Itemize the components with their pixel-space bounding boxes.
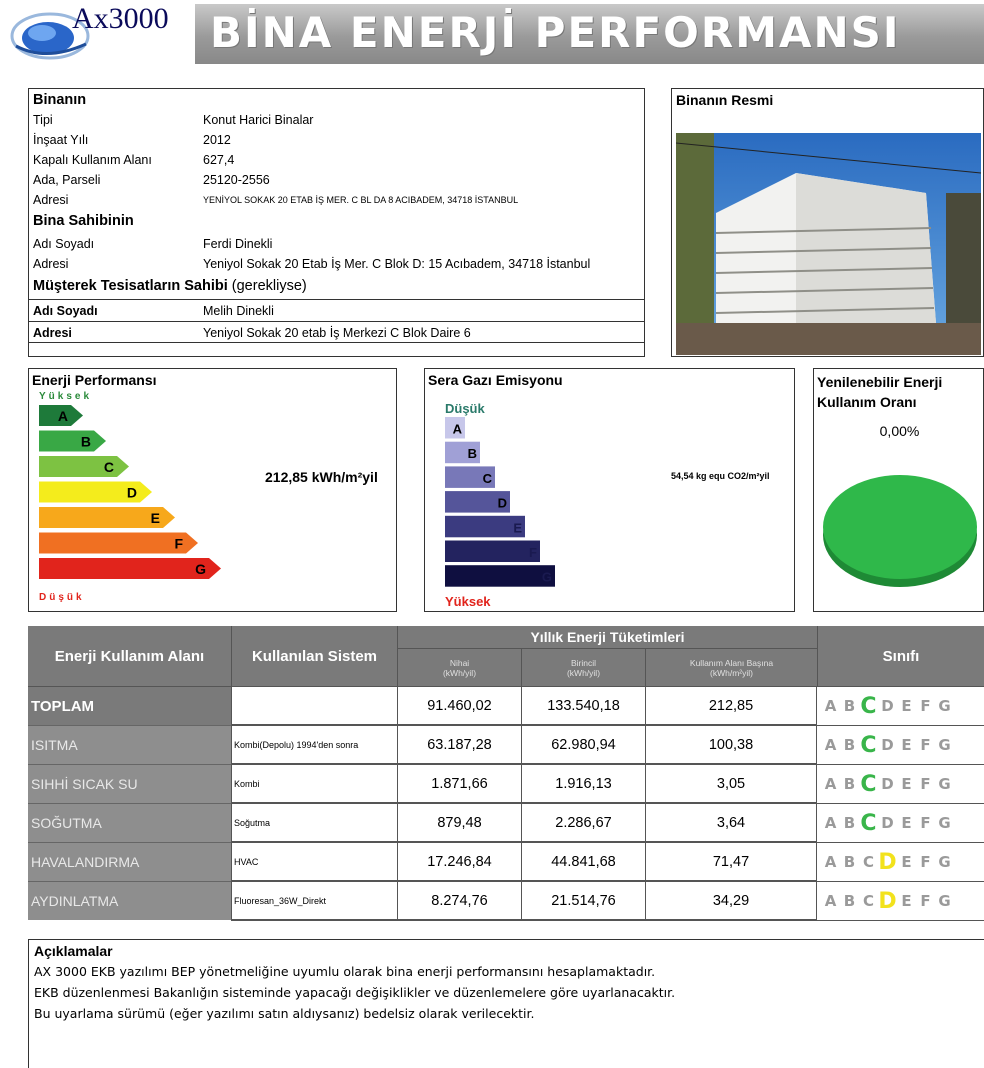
emission-grade-letter: G [541, 569, 552, 585]
scale-bottom-label: Düşük [39, 592, 85, 603]
emission-grade-letter: A [452, 421, 462, 437]
class-letter: B [843, 736, 856, 754]
emission-grade-letter: B [467, 446, 477, 462]
building-info-box [28, 88, 645, 357]
col-header-class: Sınıfı [817, 626, 984, 686]
table-row-per-area: 71,47 [645, 842, 817, 881]
class-letter-active: D [878, 888, 897, 914]
class-letter: A [824, 814, 837, 832]
class-letter: D [881, 814, 894, 832]
emission-grade-bar [445, 541, 540, 563]
energy-grade-letter: A [57, 408, 68, 424]
building-heading: Binanın [33, 92, 87, 108]
info-label: Tipi [33, 113, 53, 127]
info-value: Yeniyol Sokak 20 etab İş Merkezi C Blok Daire 6 [203, 326, 471, 340]
table-row-per-area: 100,38 [645, 725, 817, 764]
class-letter: G [938, 697, 951, 715]
class-scale [821, 733, 954, 758]
renewable-box [813, 368, 984, 612]
table-row-area: SOĞUTMA [28, 803, 231, 842]
divider [29, 321, 644, 322]
subheader-final-line1: Nihai [449, 657, 470, 668]
class-letter: E [901, 697, 912, 715]
energy-grade-letter: B [80, 433, 91, 450]
photo-title: Binanın Resmi [676, 92, 774, 108]
shared-heading: Müşterek Tesisatların Sahibi [33, 278, 228, 294]
class-letter: B [843, 853, 856, 871]
class-letter: F [920, 736, 931, 754]
info-value: 2012 [203, 133, 231, 147]
class-letter: C [862, 892, 874, 910]
table-row-per-area: 3,05 [645, 764, 817, 803]
table-row-class [817, 764, 984, 803]
class-letter: B [843, 697, 856, 715]
subheader-per-area-line2: (kWh/m²yil) [710, 667, 753, 678]
class-letter: D [881, 697, 894, 715]
page-header [0, 0, 984, 66]
notes-line: AX 3000 EKB yazılımı BEP yönetmeliğine uyumlu olarak bina enerji performansını hesaplamaktadır. [34, 964, 656, 979]
table-bottom-border [231, 920, 984, 921]
info-label: Adı Soyadı [33, 237, 95, 251]
table-row-class [817, 725, 984, 764]
energy-performance-box [28, 368, 397, 612]
energy-grade-letter: F [174, 535, 183, 552]
class-letter: D [881, 775, 894, 793]
info-value: Yeniyol Sokak 20 Etab İş Mer. C Blok D: 15 Acıbadem, 34718 İstanbul [203, 257, 591, 271]
class-letter: F [920, 697, 931, 715]
notes-box [28, 939, 984, 1068]
subheader-primary-line2: (kWh/yil) [566, 667, 601, 678]
divider [29, 299, 644, 300]
emission-bottom-label: Yüksek [445, 594, 491, 609]
class-letter: F [920, 853, 931, 871]
shared-heading-row [33, 278, 307, 294]
table-row-class [817, 803, 984, 842]
col-header-area: Enerji Kullanım Alanı [28, 626, 231, 686]
table-row-system: Kombi(Depolu) 1994'den sonra [231, 725, 397, 764]
subheader-primary [521, 648, 645, 686]
class-letter: G [938, 814, 951, 832]
renewable-title [817, 372, 942, 412]
class-letter: E [901, 892, 912, 910]
table-row-class [817, 686, 984, 725]
emission-top-label: Düşük [445, 401, 485, 416]
class-letter-active: D [878, 849, 897, 875]
table-row-final: 879,48 [397, 803, 521, 842]
table-row-final: 91.460,02 [397, 686, 521, 725]
table-row-per-area: 212,85 [645, 686, 817, 725]
class-scale [821, 772, 954, 797]
renewable-title-line1: Yenilenebilir Enerji [817, 374, 943, 390]
table-row-per-area: 34,29 [645, 881, 817, 920]
class-letter: A [824, 853, 837, 871]
class-letter: C [862, 853, 874, 871]
class-letter: B [843, 892, 856, 910]
table-row-primary: 133.540,18 [521, 686, 645, 725]
class-letter: G [938, 736, 951, 754]
table-row-final: 63.187,28 [397, 725, 521, 764]
info-value: Melih Dinekli [203, 304, 274, 318]
energy-grade-bar [39, 431, 106, 452]
info-label: Adı Soyadı [33, 304, 98, 318]
class-letter: E [901, 736, 912, 754]
subheader-per-area [645, 648, 817, 686]
table-row-per-area: 3,64 [645, 803, 817, 842]
table-row-system: HVAC [231, 842, 397, 881]
class-letter: F [920, 892, 931, 910]
table-row-primary: 44.841,68 [521, 842, 645, 881]
renewable-title-line2: Kullanım Oranı [817, 394, 917, 410]
info-value: Konut Harici Binalar [203, 113, 314, 127]
emission-grade-letter: F [529, 545, 537, 560]
class-letter: A [824, 892, 837, 910]
class-scale [821, 850, 954, 875]
page-title: BİNA ENERJİ PERFORMANSI [210, 8, 901, 57]
table-row-final: 17.246,84 [397, 842, 521, 881]
table-row-primary: 2.286,67 [521, 803, 645, 842]
renewable-pie [820, 465, 980, 595]
table-row-area: AYDINLATMA [28, 881, 231, 920]
table-row-class [817, 881, 984, 920]
class-letter: G [938, 775, 951, 793]
class-letter: A [824, 736, 837, 754]
energy-grade-bar [39, 558, 221, 579]
table-row-final: 8.274,76 [397, 881, 521, 920]
class-letter: F [920, 814, 931, 832]
subheader-per-area-line1: Kullanım Alanı Başına [689, 657, 774, 668]
class-letter: B [843, 814, 856, 832]
table-row-primary: 21.514,76 [521, 881, 645, 920]
class-letter: E [901, 853, 912, 871]
emission-grade-bar [445, 565, 555, 587]
info-label: Adresi [33, 326, 72, 340]
class-scale [821, 811, 954, 836]
class-letter-active: C [860, 810, 877, 836]
energy-consumption-table [28, 626, 984, 920]
class-letter-active: C [860, 693, 877, 719]
class-letter: G [938, 853, 951, 871]
col-header-system: Kullanılan Sistem [231, 626, 397, 686]
renewable-value: 0,00% [879, 423, 920, 439]
info-label: İnşaat Yılı [33, 133, 89, 147]
table-row-class [817, 842, 984, 881]
emission-box [424, 368, 795, 612]
class-letter: E [901, 814, 912, 832]
subheader-primary-line1: Birincil [570, 657, 597, 668]
table-row-primary: 62.980,94 [521, 725, 645, 764]
energy-performance-title: Enerji Performansı [32, 372, 157, 388]
subheader-final [397, 648, 521, 686]
class-letter: E [901, 775, 912, 793]
class-letter-active: C [860, 732, 877, 758]
table-row-area: SIHHİ SICAK SU [28, 764, 231, 803]
scale-top-label: Yüksek [39, 391, 93, 402]
class-letter: A [824, 697, 837, 715]
energy-grade-letter: D [126, 484, 137, 501]
shared-heading-note: (gerekliyse) [227, 278, 307, 294]
class-letter: F [920, 775, 931, 793]
info-label: Adresi [33, 257, 69, 271]
building-photo-box [671, 88, 984, 357]
energy-grade-bar [39, 456, 129, 477]
class-letter-active: C [860, 771, 877, 797]
col-header-annual: Yıllık Enerji Tüketimleri [397, 626, 817, 648]
table-row-system: Soğutma [231, 803, 397, 842]
emission-rating-bars [445, 417, 565, 592]
class-letter: B [843, 775, 856, 793]
class-letter: G [938, 892, 951, 910]
table-row-final: 1.871,66 [397, 764, 521, 803]
emission-value: 54,54 kg equ CO2/m²yil [671, 471, 770, 481]
table-row-system [231, 686, 397, 725]
emission-title: Sera Gazı Emisyonu [428, 372, 563, 388]
info-value: YENİYOL SOKAK 20 ETAB İŞ MER. C BL DA 8 ACIBADEM, 34718 İSTANBUL [203, 195, 519, 205]
energy-rating-bars [39, 405, 239, 595]
energy-grade-letter: G [195, 561, 206, 577]
table-row-primary: 1.916,13 [521, 764, 645, 803]
energy-value: 212,85 kWh/m²yil [265, 469, 378, 485]
info-label: Kapalı Kullanım Alanı [33, 153, 152, 167]
info-label: Adresi [33, 193, 69, 207]
table-row-area: TOPLAM [28, 686, 231, 725]
class-scale [821, 889, 954, 914]
emission-grade-letter: E [513, 520, 522, 536]
table-row-area: ISITMA [28, 725, 231, 764]
emission-grade-letter: C [482, 470, 492, 486]
subheader-final-line2: (kWh/yil) [442, 667, 477, 678]
notes-line: EKB düzenlenmesi Bakanlığın sisteminde yapacağı değişiklikler ve düzenlemelere göre uyarlanacaktır. [34, 985, 676, 1000]
emission-grade-letter: D [497, 495, 507, 511]
info-value: 627,4 [203, 153, 235, 167]
info-label: Ada, Parseli [33, 173, 101, 187]
class-letter: D [881, 736, 894, 754]
building-photo [676, 133, 981, 355]
owner-heading: Bina Sahibinin [33, 213, 134, 229]
table-row-area: HAVALANDIRMA [28, 842, 231, 881]
class-letter: A [824, 775, 837, 793]
table-row-system: Kombi [231, 764, 397, 803]
logo-text: Ax3000 [72, 2, 169, 35]
info-value: Ferdi Dinekli [203, 237, 273, 251]
energy-grade-letter: C [103, 459, 114, 475]
table-row-system: Fluoresan_36W_Direkt [231, 881, 397, 920]
notes-title: Açıklamalar [34, 943, 113, 959]
energy-grade-letter: E [150, 510, 160, 526]
notes-line: Bu uyarlama sürümü (eğer yazılımı satın aldıysanız) bedelsiz olarak verilecektir. [34, 1006, 535, 1021]
class-scale [821, 694, 954, 719]
info-value: 25120-2556 [203, 173, 270, 187]
divider [29, 342, 644, 343]
